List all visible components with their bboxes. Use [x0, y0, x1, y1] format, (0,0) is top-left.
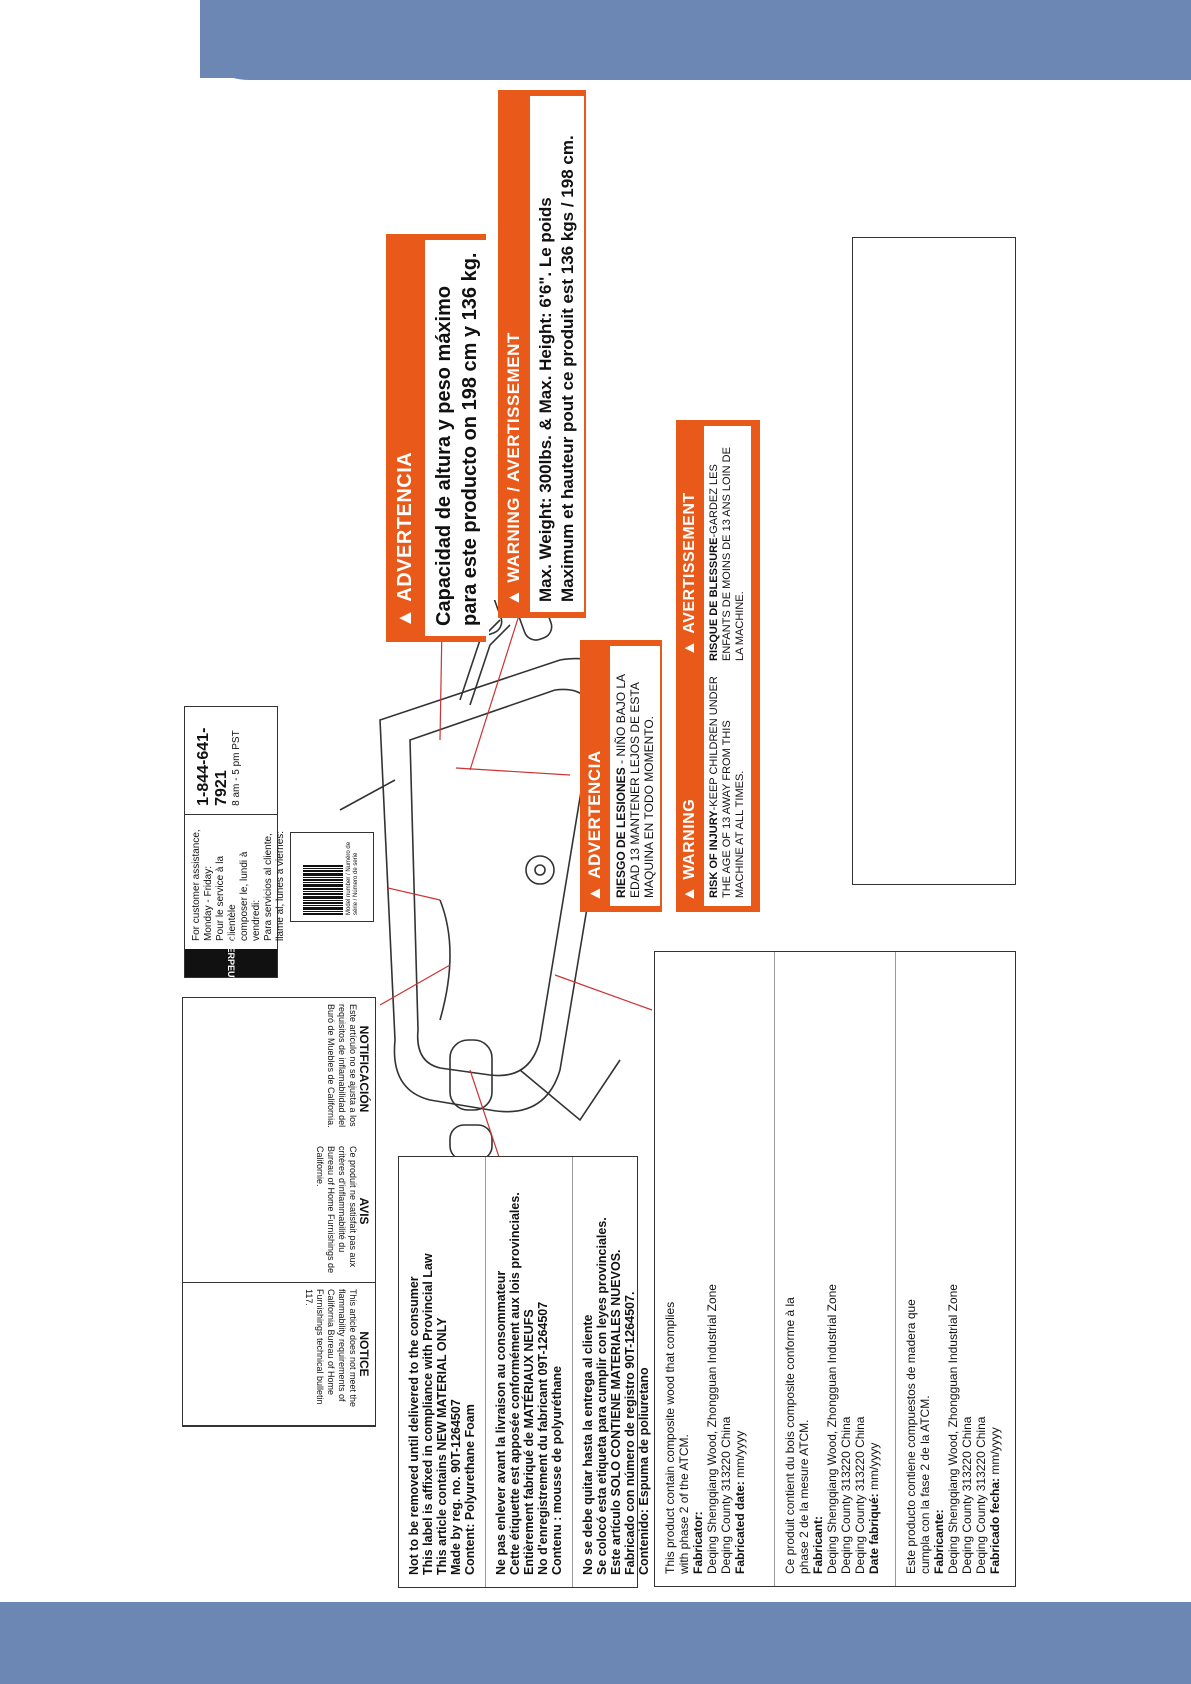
warning-triangle-icon: ▲: [681, 639, 698, 656]
wood-fr-addr2: Deqing County 313220 China: [839, 1416, 854, 1574]
warning-capacity-line2: Maximum et hauteur pout ce produit est 136 kgs / 198 cm.: [558, 135, 577, 602]
wood-es-line1: Este producto contiene compuestos de madera que: [903, 1299, 918, 1574]
avis-text: Ce produit ne satisfait pas aux critères d'inflammabilité du Bureau of Home Furnishings de Californie.: [315, 1146, 358, 1274]
warning-injury-title-fr: ▲AVERTISSEMENT: [681, 492, 698, 656]
advertencia-capacity-line1: Capacidad de altura y peso máximo: [433, 285, 455, 626]
composite-wood-label: [654, 951, 1016, 1587]
barcode-graphic: [297, 839, 343, 915]
advertencia-capacity-line2: para este producto on 198 cm y 136 kg.: [459, 252, 481, 626]
law-es-line3: Este artículo SOLO CONTIENE MATERIALES NUEVOS.: [609, 1249, 623, 1575]
blank-label-frame: [852, 237, 1016, 885]
advertencia-injury-title: ▲ADVERTENCIA: [585, 750, 604, 902]
wood-es-addr1: Deqing Shengqiang Wood, Zhongguan Industrial Zone: [945, 1284, 960, 1574]
warning-capacity-line1: Max. Weight: 300lbs. & Max. Height: 6'6". Le poids: [536, 197, 555, 602]
law-en-line2: This label is affixed in compliance with Provincial Law: [421, 1253, 435, 1575]
warning-triangle-icon: ▲: [504, 588, 523, 606]
wood-es-date-label: Fabricado fecha:: [987, 1477, 1002, 1574]
customer-line6: llame al, lunes a viernes:: [275, 830, 286, 941]
law-es-line4: Fabricado con número de registro 90T-1264507.: [623, 1291, 637, 1575]
warning-injury-text-en: -KEEP CHILDREN UNDER THE AGE OF 13 AWAY FROM THIS MACHINE AT ALL TIMES.: [708, 676, 746, 898]
wood-fr-date: mm/yyyy: [867, 1442, 882, 1490]
customer-phone: 1-844-641-7921: [195, 727, 230, 806]
wood-en-addr1: Deqing Shengqiang Wood, Zhongguan Industrial Zone: [705, 1284, 719, 1574]
wood-fr-date-label: Date fabriqué:: [867, 1493, 882, 1574]
brand-logo: EXERPEUTIC: [185, 949, 277, 977]
warning-triangle-icon: ▲: [394, 607, 416, 628]
barcode-caption: Model number / Numéro de série / Número de serie: [346, 841, 359, 915]
wood-es-date: mm/yyyy: [987, 1427, 1002, 1475]
law-en-line3: This article contains NEW MATERIAL ONLY: [435, 1317, 449, 1575]
advertencia-injury-label: [580, 640, 662, 912]
customer-line1: For customer assistance,: [191, 829, 202, 941]
warning-injury-title-en: ▲WARNING: [681, 798, 698, 902]
notificacion-title: NOTIFICACIÓN: [357, 1025, 371, 1113]
law-fr-line4: No d'enregistrement du fabricant 09T-1264507: [536, 1301, 550, 1575]
wood-en-date-label: Fabricated date:: [733, 1481, 747, 1574]
warning-triangle-icon: ▲: [585, 884, 604, 902]
wood-es-addr3: Deqing County 313220 China: [973, 1416, 988, 1574]
warning-triangle-icon: ▲: [681, 885, 698, 902]
law-fr-line3: Entièrement fabriqué de MATÉRIAUX NEUFS: [522, 1309, 536, 1575]
advertencia-capacity-title: ▲ADVERTENCIA: [394, 451, 416, 628]
warning-injury-lead-en: RISK OF INJURY: [708, 810, 720, 898]
warning-capacity-label: [498, 90, 586, 618]
customer-assistance-label: [184, 706, 286, 992]
law-fr-line1: Ne pas enlever avant la livraison au consommateur: [494, 1270, 508, 1575]
law-fr-line2: Cette étiquette est apposée conformément aux lois provinciales.: [508, 1192, 522, 1575]
wood-fr-addr1: Deqing Shengqiang Wood, Zhongguan Industrial Zone: [825, 1284, 840, 1574]
customer-hours: 8 am - 5 pm PST: [231, 730, 242, 806]
wood-es-fabricante: Fabricante:: [931, 1509, 946, 1574]
law-fr-line5: Contenu : mousse de polyuréthane: [550, 1365, 564, 1575]
wood-es-line2: cumpla con la fase 2 de la ATCM.: [917, 1395, 932, 1574]
wood-en-date: mm/yyyy: [733, 1430, 747, 1478]
law-es-line1: No se debe quitar hasta la entrega al cliente: [581, 1314, 595, 1575]
law-es-line5: Contenido: Espuma de poliuretano: [637, 1367, 651, 1575]
wood-es-addr2: Deqing County 313220 China: [959, 1416, 974, 1574]
wood-en-line1: This product contain composite wood that complies: [663, 1301, 677, 1574]
advertencia-injury-text: - NIÑO BAJO LA EDAD 13 MANTENER LEJOS DE ESTA MAQUINA EN TODO MOMENTO.: [614, 674, 656, 898]
advertencia-injury-lead: RIESGO DE LESIONES: [614, 767, 628, 898]
wood-en-addr2: Deqing County 313220 China: [719, 1416, 733, 1574]
provincial-law-label: [398, 1156, 651, 1588]
wood-en-fabricator: Fabricator:: [691, 1511, 705, 1574]
customer-line4: composer le, lundi à vendredi:: [239, 851, 262, 941]
wood-fr-fabricant: Fabricant:: [811, 1515, 826, 1574]
customer-line3: Pour le service à la clientèle: [215, 855, 238, 941]
wood-fr-addr3: Deqing County 313220 China: [853, 1416, 868, 1574]
notice-text: This article does not meet the flammability requirements of California Bureau of Home Furnishings technical bulletin 117.: [304, 1289, 358, 1408]
advertencia-capacity-label: [386, 234, 486, 642]
warning-injury-text-fr: -GARDEZ LES ENFANTS DE MOINS DE 13 ANS LOIN DE LA MACHINE.: [708, 447, 746, 661]
notice-title: NOTICE: [357, 1331, 371, 1377]
wood-fr-line1: Ce produit contient du bois composite conforme à la: [783, 1297, 798, 1574]
warning-injury-lead-fr: RISQUE DE BLESSURE: [708, 537, 720, 661]
wood-en-line2: with phase 2 of the ATCM.: [677, 1434, 691, 1574]
warning-capacity-title: ▲WARNING / AVERTISSEMENT: [504, 332, 523, 606]
notificacion-text: Este artículo no se ajusta a los requisitos de inflamabilidad del Buró de Muebles de California.: [326, 1004, 358, 1128]
customer-line5: Para servicios al cliente,: [263, 833, 274, 941]
avis-title: AVIS: [357, 1197, 371, 1225]
law-es-line2: Se colocó esta etiqueta para cumplir con leyes provinciales.: [595, 1217, 609, 1575]
wood-fr-line2: phase 2 de la mesure ATCM.: [797, 1419, 812, 1574]
warning-injury-label: [676, 420, 760, 912]
law-en-line1: Not to be removed until delivered to the consumer: [407, 1276, 421, 1575]
law-en-line4: Made by reg. no. 90T-1264507: [449, 1399, 463, 1575]
customer-line2: Monday - Friday:: [203, 865, 214, 941]
law-en-line5: Content: Polyurethane Foam: [463, 1404, 477, 1575]
flammability-notice-label: [182, 997, 376, 1427]
barcode-label: [290, 832, 374, 922]
